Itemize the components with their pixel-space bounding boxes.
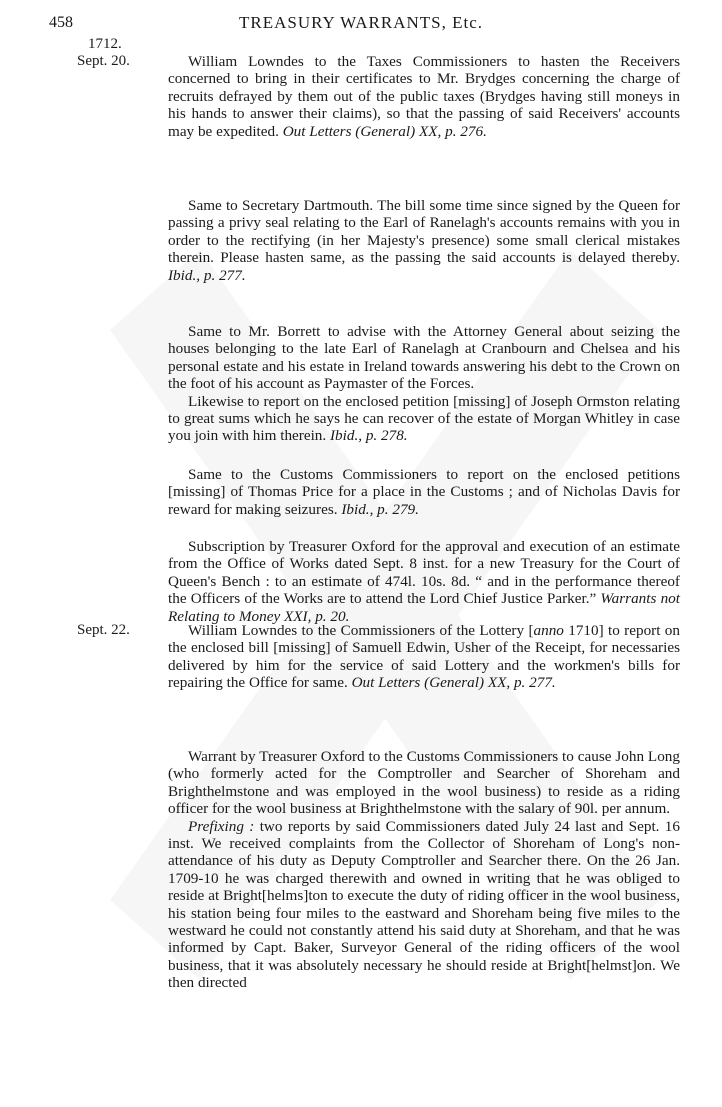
entry-lottery-commissioners	[168, 622, 680, 692]
margin-date-sept22: Sept. 22.	[77, 622, 130, 638]
entry-text-italic: anno	[533, 622, 564, 639]
page-number: 458	[49, 14, 73, 31]
entry-text: Same to the Customs Commissioners to report on the enclosed petitions [missing] of Thomas Price for a place in the Customs ; and of Nicholas Davis for reward for making seizures.	[168, 466, 680, 518]
entry-reference: Warrants not Relating to Money XXI, p. 20.	[168, 590, 680, 625]
entry-text: Warrant by Treasurer Oxford to the Customs Commissioners to cause John Long (who formerly acted for the Comptroller and Searcher of Shoreham and Brighthelmstone and was employed in the wool business) to reside as a riding officer for the wool business at Brighthelmstone with the salary of 90l. per annum.	[168, 748, 680, 818]
entry-john-long-warrant	[168, 748, 680, 992]
prefixing-text: two reports by said Commissioners dated July 24 last and Sept. 16 inst. We received complaints from the Collector of Shoreham of Long's non-attendance of his duty as Deputy Comptroller and Searcher there. On the 26 Jan. 1709-10 he was charged therewith and owned in writing that he was obliged to reside at Bright[helms]ton to execute the duty of riding officer in the wool business, his station being four miles to the eastward and Shoreham being five miles to the westward he could not constantly attend his said duty at Shoreham, and that he was informed by Capt. Baker, Surveyor General of the riding officers of the wool business, that it was absolutely necessary he should reside at Bright[helmst]on. We then directed	[168, 817, 680, 992]
entry-reference: Ibid., p. 279.	[341, 500, 419, 518]
margin-year: 1712.	[88, 36, 122, 52]
entry-customs-commissioners	[168, 466, 680, 518]
prefixing-label: Prefixing :	[188, 817, 255, 835]
margin-date-sept20: Sept. 20.	[77, 53, 130, 69]
entry-text-continued: 1710] to report on the enclosed bill [missing] of Samuell Edwin, Usher of the Receipt, for necessaries delivered by him for the service of said Lottery and the workmen's bills for repairing the Office for same.	[168, 622, 680, 692]
entry-reference: Ibid., p. 277.	[168, 266, 246, 284]
entry-text-continued: Likewise to report on the enclosed petition [missing] of Joseph Ormston relating to great sums which he says he can recover of the estate of Morgan Whitley in case you join with him therein.	[168, 392, 680, 445]
entry-taxes-commissioners	[168, 53, 680, 140]
entry-text: William Lowndes to the Commissioners of the Lottery [	[188, 622, 534, 639]
entry-reference: Ibid., p. 278.	[329, 427, 408, 445]
entry-mr-borrett	[168, 323, 680, 445]
entry-reference: Out Letters (General) XX, p. 277.	[351, 674, 556, 692]
entry-text: Same to Mr. Borrett to advise with the Attorney General about seizing the houses belonging to the late Earl of Ranelagh at Cranbourn and Chelsea and his personal estate and his estate in Ireland towards answering his debt to the Crown on the foot of his account as Paymaster of the Forces.	[168, 323, 680, 393]
entry-reference: Out Letters (General) XX, p. 276.	[282, 122, 487, 140]
entry-secretary-dartmouth	[168, 197, 680, 284]
running-head: TREASURY WARRANTS, Etc.	[238, 13, 484, 32]
entry-office-of-works	[168, 538, 680, 625]
entry-text: Subscription by Treasurer Oxford for the approval and execution of an estimate from the Office of Works dated Sept. 8 inst. for a new Treasury for the Court of Queen's Bench : to an estimate of 474l. 10s. 8d. “ and in the performance thereof the Officers of the Works are to attend the Lord Chief Justice Parker.”	[168, 538, 680, 608]
entry-text: Same to Secretary Dartmouth. The bill some time since signed by the Queen for passing a privy seal relating to the Earl of Ranelagh's accounts remains with you in order to the rectifying (in her Majesty's presence) some small clerical mistakes therein. Please hasten same, as the passing the said accounts is delayed thereby.	[168, 197, 680, 267]
entry-text: William Lowndes to the Taxes Commissioners to hasten the Receivers concerned to bring in their certificates to Mr. Brydges concerning the charge of recruits defrayed by them out of the public taxes (Brydges having still moneys in his hands to answer their claims), so that the passing of said Receivers' accounts may be expedited.	[168, 53, 680, 140]
